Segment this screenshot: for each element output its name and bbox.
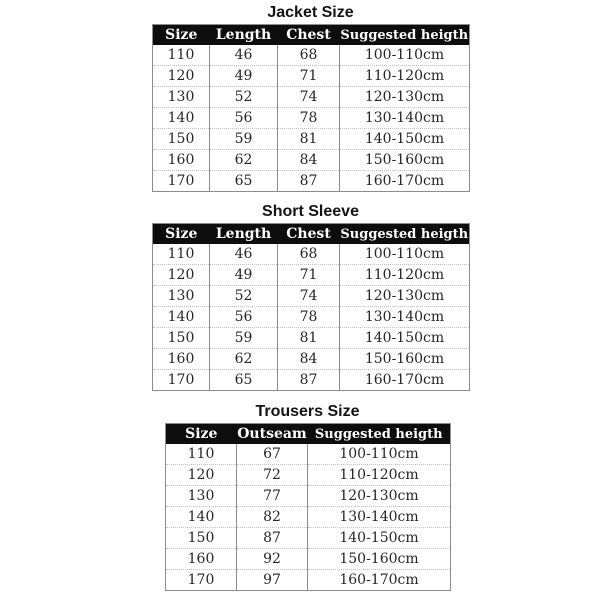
table-row <box>153 307 470 328</box>
table-title: Trousers Size <box>255 403 360 420</box>
column-header: Length <box>210 25 278 46</box>
cell: 150 <box>166 528 237 549</box>
cell: 140-150cm <box>308 528 451 549</box>
cell: 150 <box>153 129 210 150</box>
cell: 84 <box>278 349 340 370</box>
cell: 130 <box>166 486 237 507</box>
cell: 120-130cm <box>340 87 470 108</box>
table-row <box>153 370 470 391</box>
table-row <box>166 570 451 591</box>
cell: 92 <box>237 549 308 570</box>
cell: 74 <box>278 87 340 108</box>
header-row <box>166 424 451 445</box>
cell: 140 <box>166 507 237 528</box>
column-header: Length <box>210 224 278 245</box>
table-row <box>153 349 470 370</box>
cell: 170 <box>153 171 210 192</box>
cell: 62 <box>210 349 278 370</box>
cell: 150-160cm <box>340 349 470 370</box>
cell: 130 <box>153 87 210 108</box>
column-header: Size <box>166 424 237 445</box>
size-table-section-short-sleeve <box>0 203 600 391</box>
cell: 120 <box>153 66 210 87</box>
cell: 84 <box>278 150 340 171</box>
cell: 71 <box>278 66 340 87</box>
cell: 81 <box>278 328 340 349</box>
cell: 110 <box>167 246 195 262</box>
cell: 59 <box>210 129 278 150</box>
table-row <box>166 507 451 528</box>
cell: 52 <box>210 286 278 307</box>
cell: 46 <box>210 244 278 265</box>
cell: 78 <box>278 307 340 328</box>
cell: 65 <box>210 370 278 391</box>
cell: 120 <box>166 465 237 486</box>
column-header: Suggested heigth <box>340 25 470 46</box>
cell: 120 <box>153 265 210 286</box>
cell: 81 <box>278 129 340 150</box>
table-title: Short Sleeve <box>262 203 359 220</box>
size-table <box>152 223 470 391</box>
cell: 87 <box>278 171 340 192</box>
cell: 49 <box>210 66 278 87</box>
cell: 160-170cm <box>340 370 470 391</box>
header-row <box>153 224 470 245</box>
cell: 78 <box>278 108 340 129</box>
cell: 87 <box>278 370 340 391</box>
cell: 65 <box>210 171 278 192</box>
cell: 130-140cm <box>340 307 470 328</box>
cell: 110-120cm <box>340 265 470 286</box>
cell: 170 <box>153 370 210 391</box>
cell: 120-130cm <box>340 286 470 307</box>
cell: 150 <box>153 328 210 349</box>
column-header: Chest <box>278 224 340 245</box>
size-table <box>152 24 470 192</box>
table-row <box>153 129 470 150</box>
cell: 120-130cm <box>308 486 451 507</box>
cell: 160-170cm <box>340 171 470 192</box>
cell: 160 <box>153 349 210 370</box>
cell: 56 <box>210 307 278 328</box>
cell: 170 <box>166 570 237 591</box>
table-row <box>166 465 451 486</box>
cell: 49 <box>210 265 278 286</box>
cell: 110-120cm <box>308 465 451 486</box>
cell: 71 <box>278 265 340 286</box>
cell: 68 <box>278 45 340 66</box>
column-header: Chest <box>278 25 340 46</box>
column-header: Size <box>153 25 210 46</box>
cell: 130 <box>153 286 210 307</box>
cell: 67 <box>237 444 308 465</box>
table-title: Jacket Size <box>267 4 354 21</box>
size-table <box>165 423 451 591</box>
cell: 82 <box>237 507 308 528</box>
cell: 140 <box>153 307 210 328</box>
table-row <box>166 486 451 507</box>
table-row <box>153 45 470 66</box>
cell: 59 <box>210 328 278 349</box>
cell: 72 <box>237 465 308 486</box>
table-row <box>153 265 470 286</box>
column-header: Suggested heigth <box>308 424 451 445</box>
cell: 74 <box>278 286 340 307</box>
table-row <box>166 444 451 465</box>
column-header: Size <box>153 224 210 245</box>
cell: 100-110cm <box>340 244 470 265</box>
size-table-section-trousers-size <box>0 403 600 591</box>
cell: 150-160cm <box>308 549 451 570</box>
cell: 160 <box>153 150 210 171</box>
table-row <box>166 528 451 549</box>
table-row <box>166 549 451 570</box>
cell: 130-140cm <box>340 108 470 129</box>
table-row <box>153 171 470 192</box>
column-header: Suggested heigth <box>340 224 470 245</box>
header-row <box>153 25 470 46</box>
cell: 160-170cm <box>308 570 451 591</box>
cell: 87 <box>237 528 308 549</box>
table-row <box>153 87 470 108</box>
cell: 56 <box>210 108 278 129</box>
cell: 68 <box>278 244 340 265</box>
cell: 110 <box>167 47 195 63</box>
cell: 100-110cm <box>340 45 470 66</box>
table-row <box>153 150 470 171</box>
cell: 110 <box>187 446 215 462</box>
cell: 160 <box>166 549 237 570</box>
cell: 110-120cm <box>340 66 470 87</box>
cell: 140 <box>153 108 210 129</box>
cell: 150-160cm <box>340 150 470 171</box>
cell: 77 <box>237 486 308 507</box>
column-header: Outseam <box>237 424 308 445</box>
cell: 52 <box>210 87 278 108</box>
size-tables <box>0 4 600 591</box>
cell: 62 <box>210 150 278 171</box>
cell: 130-140cm <box>308 507 451 528</box>
cell: 97 <box>237 570 308 591</box>
table-row <box>153 244 470 265</box>
table-row <box>153 328 470 349</box>
size-table-section-jacket-size <box>0 4 600 192</box>
table-row <box>153 286 470 307</box>
cell: 140-150cm <box>340 129 470 150</box>
cell: 100-110cm <box>308 444 451 465</box>
table-row <box>153 66 470 87</box>
table-row <box>153 108 470 129</box>
cell: 140-150cm <box>340 328 470 349</box>
cell: 46 <box>210 45 278 66</box>
